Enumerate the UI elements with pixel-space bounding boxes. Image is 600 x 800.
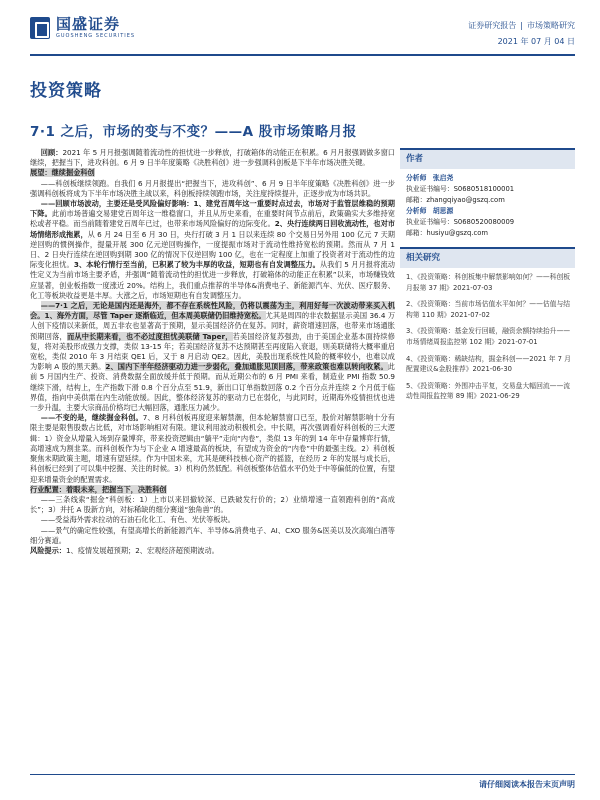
- paragraph-three-clues: ——三条线索“掘金”科创板：1）上市以来回撤较深、已跌破发行价的；2）业绩增速一直领跑科创的“高成长”；3）并托 A 股新方向，对标稀缺的细分赛道“独角兽”的。: [30, 494, 395, 515]
- paragraph-volatility: ——回顾市场波动，主要还是受风险偏好影响：1、建党百周年这一重要时点过去，市场对于监管层维稳的预期下降。此前市场普遍交易建党百周年这一维稳窗口，并且从历史来看，在重要时间节点前后，政策确实大多维持宽松或者平稳。而当前随着建党百周年已过，也带来市场风险偏好的边际变化。2、央行连续两日回收流动性，也对市场情绪形成拖累，从 6 月 24 日至 6 月 30 日，央行打破 3 月 1 日以来连续 80 个交易日另外用 100 亿元 7 天期逆回购的惯例操作，提量开展 300 亿元逆回购操作，一度提振市场对于流动性维持宽松的预期。然而从 7 月 1 日、2 日央行连续在逆回购到期 300 亿的情况下仅逆回购 100 亿，也在一定程度上加重了投资者对于流动性的边际变化担忧。3、本轮行情行至当前，已积累了较为丰厚的收益，短期也有自发调整压力。从我们 5 月月报将流动性定义为当前市场主要矛盾，并强调“随着流动性的担忧进一步释放，打破箱体的动能正在积累”以来，市场赚钱效应显著，创业板指数一度涨近 20%。结构上，我们重点推荐的半导体&消费电子、新能源汽车、光伏、医疗服务、化工等板块收益更是丰厚。大涨之后，市场短期也有自发调整压力。: [30, 199, 395, 300]
- paragraph-overseas-demand: ——受益海外需求拉动的石油石化化工、有色、光伏等板块。: [40, 515, 235, 525]
- report-date: 2021 年 07 月 04 日: [497, 37, 575, 46]
- subhead-outlook: 展望：继续掘金科创: [30, 168, 95, 178]
- paragraph-kcb-lead: ——科创板继续领跑。自我们 6 月月报提出“把握当下，进攻科创”、6 月 9 日半年度策略《决胜科创》进一步强调科创板将成为下半年市场决胜主战以来，科创板持续领跑市场，关注度持续提升，正逐步成为市场共识。: [30, 178, 395, 198]
- paragraph-prosperity: ——景气的确定性较强，有望高增长的新能源汽车、半导体&消费电子、AI、CXO 服务&医美以及次高端白酒等细分赛道。: [30, 525, 395, 545]
- footer-disclaimer: 请仔细阅读本报告末页声明: [479, 780, 575, 789]
- related-research-item[interactable]: 5、《投资策略：外围冲击平复，交易盘大幅回流——流动性周报监控第 89 期》2021-06-29: [406, 381, 571, 401]
- sidebar: [400, 148, 575, 760]
- page-header: 国盛证券 GUOSHENG SECURITIES 证券研究报告 | 市场策略研究 2021 年 07 月 04 日: [30, 14, 575, 48]
- related-research-item[interactable]: 3、《投资策略：基金发行回暖，融资余额持续抬升——市场情绪周报监控第 102 期》2021-07-01: [406, 327, 571, 346]
- paragraph-unchanged: ——不变的是，继续掘金科创。7、8 月科创板再度迎来解禁潮，但本轮解禁窗口已至，股价对解禁影响十分有限主要是限售股数占比低，对市场影响相对有限。建议利用波动积极机会。中长期，再次强调看好科创板的三大逻辑：1）资金从增量入场到存量博弈，带来投资逻辑由“躺平”走向“内卷”，类似 13 年的到 14 年中存量博弈行情，高增速成为割韭菜。而科创板作为与下企业 A 增速最高的板块，有望成为资金的“内卷”中的最强主线。2）科创板聚焦未期政策主题，增速有望延续。作为中国未来，尤其是硬科技核心资产的摇篮，在经历 2 年的发展与成长后，科创板已经到了可以集中挖掘、关注的时候。3）机构仍然低配。科创板整体估值水平仍处于中等偏低的位置，有望迎来增量资金的配置需求。: [30, 413, 395, 484]
- report-title: 7·1 之后，市场的变与不变？——A 股市场策略月报: [30, 124, 357, 140]
- paragraph-post-71: ——7·1 之后，无论是国内还是海外，都不存在系统性风险，仍将以震荡为主，利用好每一次波动带来买入机会。1、海外方面，尽管 Taper 逐渐临近，但本周美联储仍旧维持宽松。尤其是周四的非农数据显示美国 36.4 万人创下疫情以来新低，周五非农也显著高于预期，显示美国经济仍在复苏。同时，薪资增速回落，也带来市场通胀预期回落，而从中长期来看，也不必过度担忧美联储 Taper，若美国经济复苏强劲，由于美国企业基本面持续修复，将对美股形成强力支撑，类似 13-15 年；若美国经济复苏不达预期甚至再度陷入衰退，则美联储将大概率重启宽松，类似 2010 年 3 月结束 QE1 后，又于 8 月启动 QE2。因此，美股出现系统性风险的概率较小，也难以成为影响 A 股的黑天鹅。2、国内下半年经济驱动力进一步弱化，叠加通胀见顶回落，带来政策也难以转向收紧。此前 5 月国内生产、投资、消费数据全面放缓并低于预期。而从近期公布的 6 月 PMI 来看，制造业 PMI 指数 50.9 继续下滑，结构上，生产指数下滑 0.8 个百分点至 51.9，新出口订单指数回落 0.2 个百分点并连续 2 个月低于临界值，指向中美供需在内生动能放缓。因此，整体经济复苏的驱动力已在弱化，与此同时，近期海外疫情担忧也进一步升温，主要大宗商品价格均已大幅回落，通胀压力减少。: [30, 301, 395, 413]
- report-category: 市场策略研究: [527, 21, 575, 30]
- report-type: 证券研究报告: [468, 21, 517, 30]
- authors-heading: 作者: [400, 148, 575, 169]
- paragraph-risk: 风险提示：1、疫情发展超预期；2、宏观经济超预期波动。: [30, 545, 219, 555]
- analyst-block: 分析师 胡思源 执业证书编号：S0680520080009 邮箱：husiyu@gszq.com: [406, 207, 515, 237]
- company-name-cn: 国盛证券: [56, 15, 121, 33]
- analyst-email[interactable]: zhangqiyao@gszq.com: [426, 196, 505, 204]
- header-divider: [30, 54, 575, 56]
- related-research-item[interactable]: 4、《投资策略：稀缺结构，掘金科创——2021 年 7 月配置建议&金股推荐》2021-06-30: [406, 354, 571, 374]
- logo-icon: [30, 17, 50, 39]
- related-research-item[interactable]: 1、《投资策略：科创板集中解禁影响如何？——科创板月报第 37 期》2021-07-03: [406, 273, 571, 292]
- section-title: 投资策略: [30, 81, 102, 101]
- paragraph-review: 回顾：2021 年 5 月月报强调随着流动性的担忧进一步释放，打破箱体的动能正在积累。6 月月报强调做多窗口继续，把握当下，进攻科创。6 月 9 日半年度策略《决胜科创》进一步强调科创板是下半年市场决胜关键。: [30, 148, 395, 168]
- report-body: [30, 148, 395, 760]
- subhead-industry: 行业配置：着眼未来，把握当下，决胜科创: [30, 484, 167, 494]
- related-research-item[interactable]: 2、《投资策略：当前市场估值水平如何？——估值与结构第 110 期》2021-07-02: [406, 300, 571, 319]
- footer-divider: [30, 774, 575, 775]
- company-name-en: GUOSHENG SECURITIES: [56, 33, 136, 39]
- analyst-email[interactable]: husiyu@gszq.com: [426, 229, 488, 237]
- related-research-heading: 相关研究: [400, 247, 575, 268]
- company-logo: [30, 16, 135, 40]
- analyst-block: 分析师 张启尧 执业证书编号：S0680518100001 邮箱：zhangqiyao@gszq.com: [406, 174, 515, 204]
